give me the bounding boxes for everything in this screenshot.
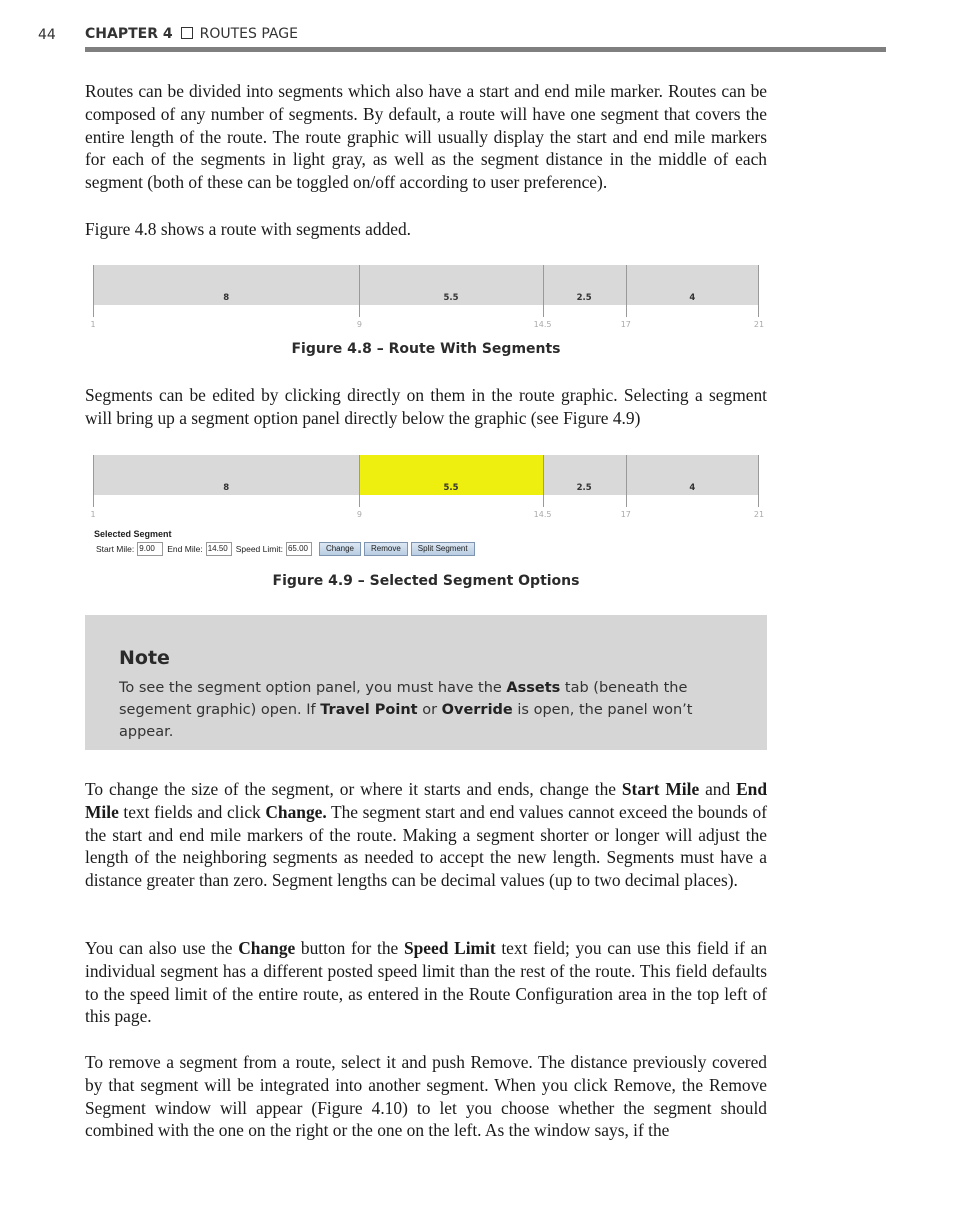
mile-marker-label: 21 <box>753 510 765 519</box>
mile-marker-tick <box>93 265 94 317</box>
mile-marker-tick <box>543 265 544 317</box>
mile-marker-label: 9 <box>356 510 362 519</box>
mile-marker-label: 1 <box>90 320 96 329</box>
note-bold-assets: Assets <box>506 680 561 696</box>
header-rule <box>85 47 886 52</box>
bold-end-mile: End Mile <box>85 779 768 822</box>
paragraph-editing-segments: Segments can be edited by clicking directly on them in the route graphic. Selecting a segment will bring up a segment option panel directly below the graphic (see Figure 4.9) <box>85 385 767 428</box>
route-bar <box>93 265 759 305</box>
mile-marker-label: 21 <box>753 320 765 329</box>
paragraph-remove-segment: To remove a segment from a route, select it and push Remove. The distance previously covered by that segment will be integrated into another segment. When you click Remove, the Remove Segment window will appear (Figure 4.10) to let you choose whether the segment should combined with the one on the right or the one on the left. As the window says, if the <box>85 1052 767 1141</box>
note-text-part: tab (beneath the segement graphic) open. If <box>119 680 688 718</box>
page-number: 44 <box>38 27 56 43</box>
section-label: ROUTES PAGE <box>199 26 298 42</box>
paragraph-change-size <box>85 778 767 892</box>
speed-limit-field[interactable]: 65.00 <box>286 542 312 556</box>
text-run: text fields and click <box>118 801 266 822</box>
text-run: and <box>699 779 737 799</box>
start-mile-label: Start Mile: <box>96 544 135 554</box>
bold-change: Change. <box>265 801 327 822</box>
running-header <box>85 26 298 42</box>
mile-marker-tick <box>758 265 759 317</box>
text-run: text field; you can use this field if an individual segment has a different posted speed limit than the rest of the route. This field defaults to the speed limit of the entire route, as entered in the Route Configuration area in the top left of this page. <box>85 938 768 1027</box>
mile-marker-tick <box>359 455 360 507</box>
end-mile-field[interactable]: 14.50 <box>206 542 232 556</box>
paragraph-figure-ref: Figure 4.8 shows a route with segments added. <box>85 219 412 239</box>
text-run: The segment start and end values cannot exceed the bounds of the start and end mile markers of the route. Making a segment shorter or longer will adjust the length of the neighboring segments as needed to accept the new length. Segments must have a distance greater than zero. Segment lengths can be decimal values (up to two decimal places). <box>85 801 768 891</box>
mile-marker-label: 1 <box>90 510 96 519</box>
change-button[interactable]: Change <box>319 542 361 556</box>
segment-distance-label[interactable]: 5.5 <box>443 483 459 493</box>
note-text-part: To see the segment option panel, you must have the <box>119 680 507 696</box>
mile-marker-label: 9 <box>356 320 362 329</box>
text-run: To change the size of the segment, or where it starts and ends, change the <box>85 779 622 799</box>
mile-marker-label: 14.5 <box>533 320 552 329</box>
separator-box-icon <box>181 27 193 39</box>
segment-distance-label[interactable]: 8 <box>223 293 230 303</box>
mile-marker-tick <box>543 455 544 507</box>
end-mile-label: End Mile: <box>167 544 203 554</box>
note-box <box>85 615 767 750</box>
paragraph-segments-intro: Routes can be divided into segments which also have a start and end mile marker. Routes can be composed of any number of segments. By default, a route will have one segment that covers the entire length of the route. The route graphic will usually display the start and end mile markers for each of the segments in light gray, as well as the segment distance in the middle of each segment (both of these can be toggled on/off according to user preference). <box>85 81 767 193</box>
mile-marker-tick <box>626 455 627 507</box>
note-text-part: is open, the panel won’t appear. <box>119 702 693 740</box>
segment-distance-label[interactable]: 2.5 <box>576 293 592 303</box>
figure-4-9-caption: Figure 4.9 – Selected Segment Options <box>272 573 580 589</box>
mile-marker-label: 17 <box>620 320 631 329</box>
segment-option-panel <box>96 541 475 557</box>
text-run: You can also use the <box>85 938 239 958</box>
note-bold-travel-point: Travel Point <box>320 702 418 718</box>
route-graphic-fig49[interactable] <box>90 455 765 525</box>
note-text-part: or <box>417 702 442 718</box>
start-mile-field[interactable]: 9.00 <box>137 542 163 556</box>
note-bold-override: Override <box>441 702 513 718</box>
speed-limit-label: Speed Limit: <box>235 544 283 554</box>
note-text <box>119 677 737 743</box>
bold-start-mile: Start Mile <box>621 779 700 799</box>
segment-distance-label[interactable]: 4 <box>689 483 696 493</box>
bold-change: Change <box>238 938 296 958</box>
mile-marker-tick <box>359 265 360 317</box>
bold-speed-limit: Speed Limit <box>403 938 496 958</box>
paragraph-speed-limit <box>85 937 767 1028</box>
chapter-label: CHAPTER 4 <box>85 26 173 42</box>
segment-distance-label[interactable]: 5.5 <box>443 293 459 303</box>
segment-distance-label[interactable]: 2.5 <box>576 483 592 493</box>
split-segment-button[interactable]: Split Segment <box>411 542 475 556</box>
mile-marker-tick <box>626 265 627 317</box>
note-title: Note <box>119 647 170 669</box>
segment-distance-label[interactable]: 8 <box>223 483 230 493</box>
mile-marker-label: 14.5 <box>533 510 552 519</box>
mile-marker-label: 17 <box>620 510 631 519</box>
segment-distance-label[interactable]: 4 <box>689 293 696 303</box>
mile-marker-tick <box>93 455 94 507</box>
route-graphic-fig48[interactable] <box>90 265 765 335</box>
figure-4-8-caption: Figure 4.8 – Route With Segments <box>291 341 561 357</box>
text-run: button for the <box>295 938 404 958</box>
mile-marker-tick <box>758 455 759 507</box>
selected-segment-title: Selected Segment <box>94 529 172 539</box>
remove-button[interactable]: Remove <box>364 542 408 556</box>
